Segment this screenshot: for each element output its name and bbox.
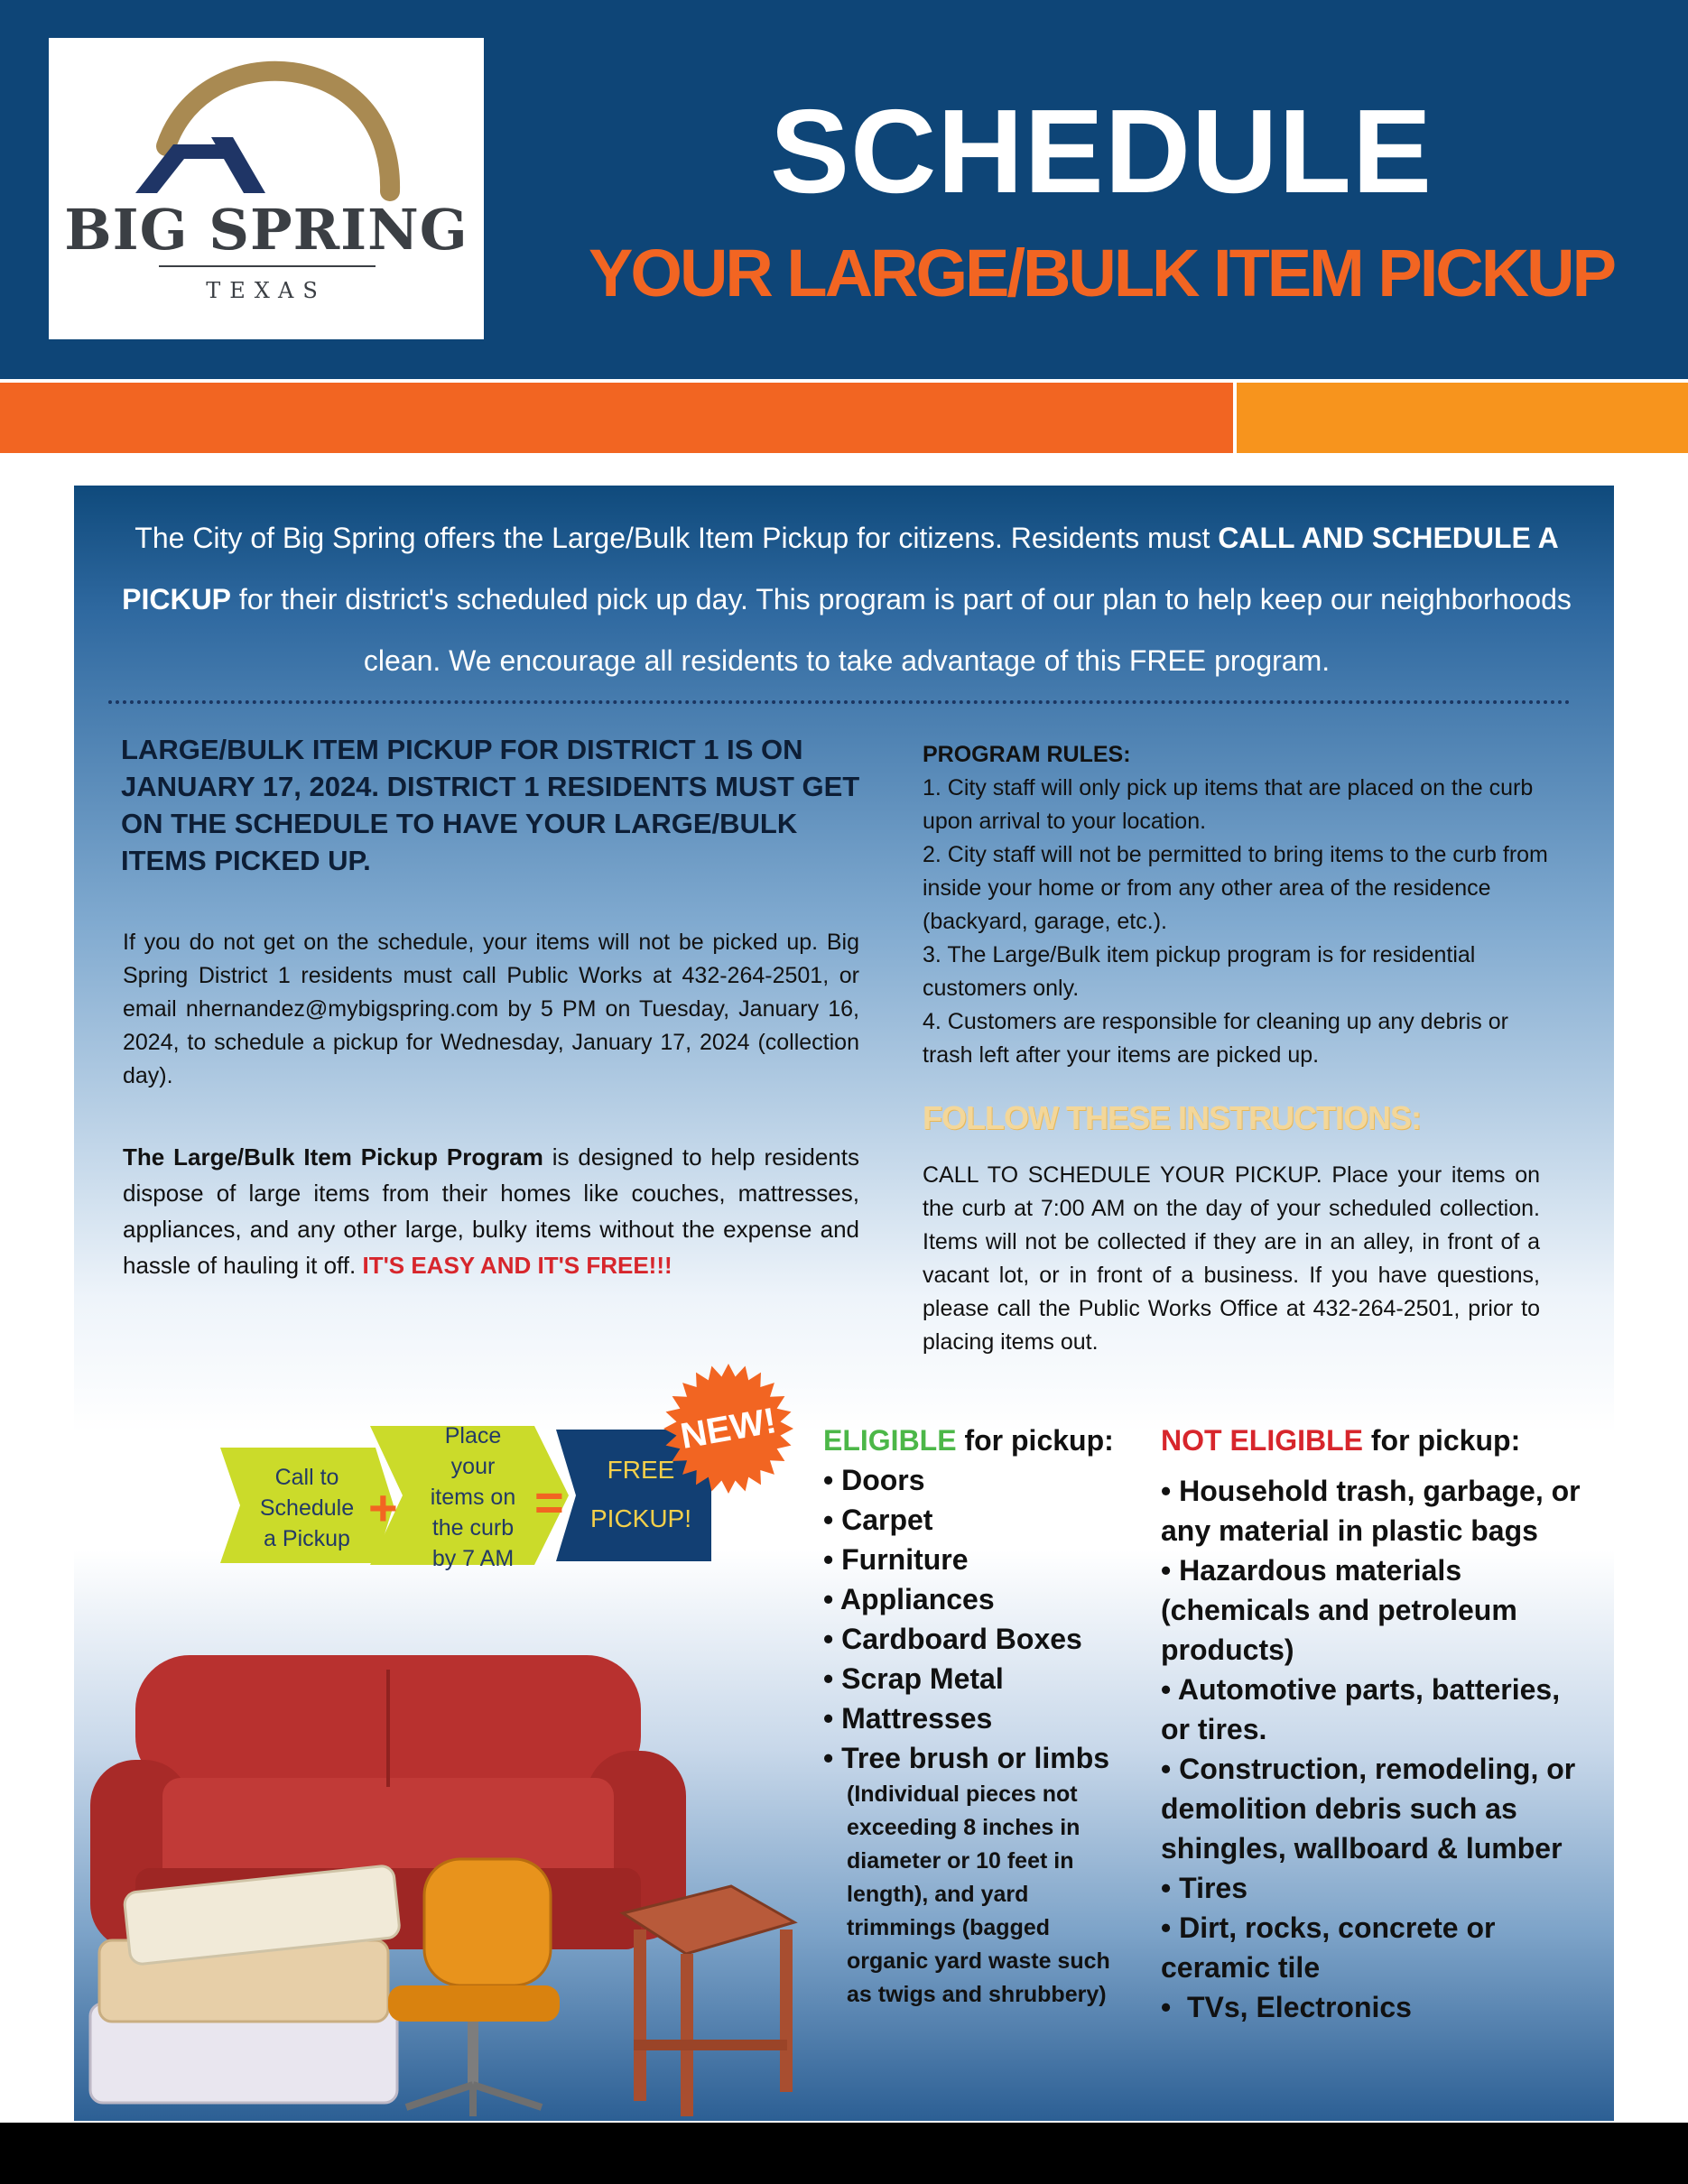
- not-eligible-item: • Tires: [1161, 1872, 1247, 1904]
- rules-heading: PROGRAM RULES:: [923, 742, 1131, 767]
- eligible-heading: ELIGIBLE for pickup:: [823, 1424, 1114, 1457]
- not-eligible-item: • Construction, remodeling, or demolition debris such as shingles, wallboard & lumber: [1161, 1753, 1584, 1865]
- not-eligible-item: • Hazardous materials (chemicals and petroleum products): [1161, 1554, 1526, 1666]
- eligible-item: • Appliances: [823, 1583, 995, 1615]
- logo-state: TEXAS: [206, 278, 327, 303]
- program-name: The Large/Bulk Item Pickup Program: [123, 1143, 543, 1171]
- not-eligible-list: [1161, 1421, 1594, 2027]
- equals-icon: =: [534, 1474, 564, 1531]
- side-table-icon: [623, 1886, 794, 2116]
- page-title: SCHEDULE: [769, 85, 1433, 217]
- page-subtitle: YOUR LARGE/BULK ITEM PICKUP: [589, 236, 1614, 310]
- step-call: Call to Schedule a Pickup: [259, 1465, 355, 1551]
- eligible-item: • Mattresses: [823, 1702, 993, 1735]
- pickup-steps-graphic: [217, 1423, 722, 1606]
- mattress-icon: [90, 1865, 401, 2103]
- furniture-photo: [81, 1643, 821, 2121]
- district-body: If you do not get on the schedule, your items will not be picked up. Big Spring District 1 residents must call Public Works at 432-264-2501, or email nhernandez@mybigspring.com by 5 PM on Tuesday, January 16, 2024, to schedule a pickup for Wednesday, January 17, 2024 (collection day).: [123, 930, 859, 1088]
- rule-item: 1. City staff will only pick up items that are placed on the curb upon arrival to your location.: [923, 775, 1534, 834]
- program-description: [123, 1139, 859, 1283]
- district-heading: LARGE/BULK ITEM PICKUP FOR DISTRICT 1 IS ON JANUARY 17, 2024. DISTRICT 1 RESIDENTS MUST GET ON THE SCHEDULE TO HAVE YOUR LARGE/BULK ITEMS PICKED UP.: [121, 734, 860, 876]
- not-eligible-item: • TVs, Electronics: [1161, 1991, 1412, 2023]
- eligible-list: [823, 1421, 1130, 2012]
- not-eligible-heading: NOT ELIGIBLE for pickup:: [1161, 1424, 1521, 1457]
- intro-bold: CALL AND SCHEDULE A PICKUP: [122, 522, 1559, 615]
- new-badge-label: NEW!: [677, 1401, 780, 1457]
- rule-item: 4. Customers are responsible for cleaning up any debris or trash left after your items are picked up.: [923, 1009, 1508, 1068]
- eligible-item: • Cardboard Boxes: [823, 1623, 1082, 1655]
- free-callout: IT'S EASY AND IT'S FREE!!!: [362, 1252, 672, 1279]
- instructions-body: CALL TO SCHEDULE YOUR PICKUP. Place your items on the curb at 7:00 AM on the day of your scheduled collection. Items will not be collected if they are in an alley, in front of a vacant lot, or in front of a business. If you have questions, please call the Public Works Office at 432-264-2501, prior to placing items out.: [923, 1162, 1540, 1355]
- step-place: Place your items on the curb by 7 AM: [430, 1423, 516, 1571]
- header-banner: [0, 0, 1688, 379]
- eligible-item: • Carpet: [823, 1504, 933, 1536]
- intro-text-2: for their district's scheduled pick up day. This program is part of our plan to help keep our neighborhoods clean. We encourage all residents to take advantage of this FREE program.: [231, 583, 1572, 677]
- program-rules: [923, 738, 1554, 1072]
- not-eligible-item: • Dirt, rocks, concrete or ceramic tile: [1161, 1911, 1504, 1984]
- orange-stripe: [0, 383, 1233, 453]
- rule-item: 3. The Large/Bulk item pickup program is for residential customers only.: [923, 942, 1476, 1001]
- not-eligible-item: • Household trash, garbage, or any material in plastic bags: [1161, 1475, 1589, 1547]
- step-free: FREE PICKUP!: [589, 1456, 692, 1532]
- big-spring-logo: [49, 38, 484, 339]
- program-text: is designed to help residents dispose of large items from their homes like couches, mattresses, appliances, and any other large, bulky items without the expense and hassle of hauling it off.: [123, 1143, 859, 1279]
- eligible-item: • Scrap Metal: [823, 1662, 1004, 1695]
- plus-icon: +: [368, 1479, 398, 1536]
- logo-divider: [159, 265, 376, 267]
- intro-text-1: The City of Big Spring offers the Large/Bulk Item Pickup for citizens. Residents must: [134, 522, 1219, 554]
- logo-name: BIG SPRING: [64, 197, 468, 263]
- rule-item: 2. City staff will not be permitted to bring items to the curb from inside your home or from any other area of the residence (backyard, garage, etc.).: [923, 842, 1548, 934]
- eligible-note: (Individual pieces not exceeding 8 inches in diameter or 10 feet in length), and yard trimmings (bagged organic yard waste such as twigs and shrubbery): [847, 1781, 1110, 2007]
- new-badge-icon: [661, 1361, 796, 1496]
- not-eligible-item: • Automotive parts, batteries, or tires.: [1161, 1673, 1568, 1745]
- intro-paragraph: [79, 507, 1614, 691]
- light-orange-stripe: [1237, 383, 1688, 453]
- instructions-heading: FOLLOW THESE INSTRUCTIONS:: [923, 1099, 1421, 1136]
- dotted-divider: [108, 700, 1571, 704]
- eligible-item: • Doors: [823, 1464, 925, 1496]
- bottom-bar: [0, 2123, 1688, 2184]
- eligible-item: • Tree brush or limbs: [823, 1742, 1110, 1774]
- eligible-item: • Furniture: [823, 1543, 969, 1576]
